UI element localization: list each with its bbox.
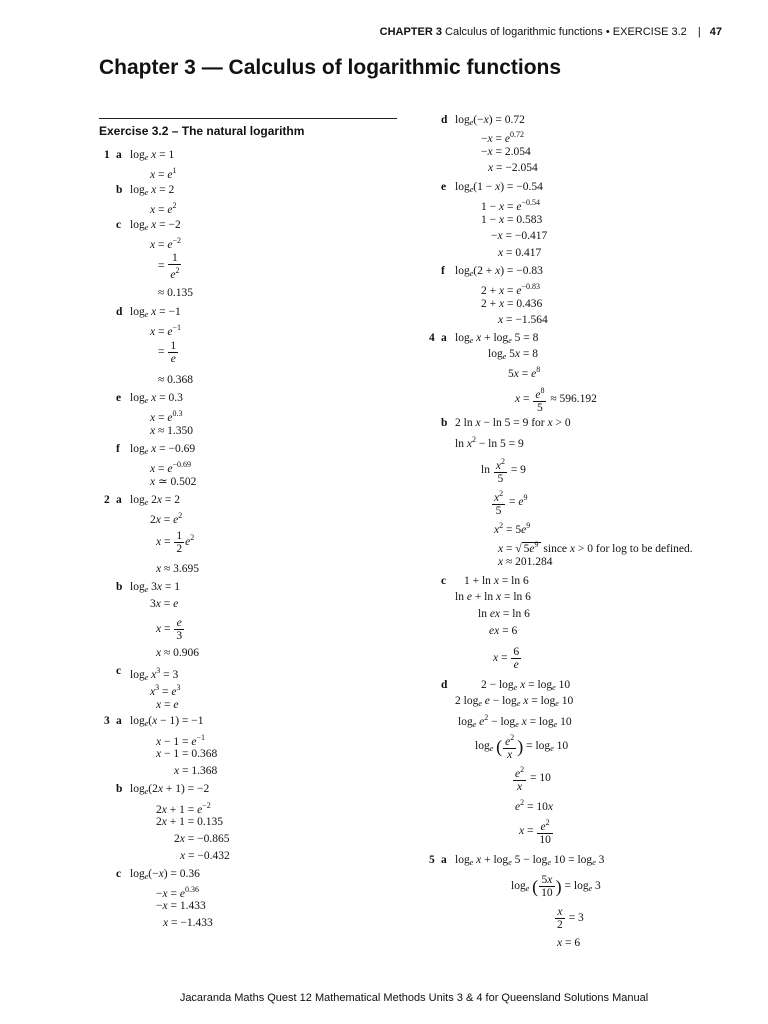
math-line: x ≃ 0.502 — [150, 476, 197, 488]
math-line: x = $\frac{e^8}{5}$ ≈ 596.192 — [515, 386, 597, 414]
part-label: b — [116, 184, 123, 196]
math-line: $\log_e(1 - x) = -0.54$ — [455, 181, 543, 194]
math-line: $2 + x = e^{-0.83}$ — [481, 282, 540, 297]
header-exercise: EXERCISE 3.2 — [612, 26, 687, 38]
part-label: b — [116, 783, 123, 795]
math-line: $\log_e x^3 = 3$ — [130, 666, 179, 682]
part-label: a — [116, 149, 122, 161]
math-line: 1 + ln x = ln 6 — [464, 575, 529, 587]
math-line: x = $\frac{e}{3}$ — [156, 617, 183, 642]
math-line: $\log_e(-x) = 0.36$ — [130, 868, 200, 881]
math-line: x = e — [156, 699, 179, 711]
part-label: f — [116, 443, 120, 455]
math-line: ln ex = ln 6 — [478, 608, 530, 620]
question-number: 4 — [429, 332, 435, 344]
page-footer: Jacaranda Maths Quest 12 Mathematical Methods Units 3 & 4 for Queensland Solutions Manual — [179, 992, 649, 1004]
header-chapter: CHAPTER 3 — [379, 26, 442, 38]
math-line: $2x = e^2$ — [150, 511, 183, 526]
question-number: 1 — [104, 149, 110, 161]
math-line: x ≈ 1.350 — [150, 425, 194, 437]
math-line: 1 − x = 0.583 — [481, 214, 543, 226]
math-line: x = $\frac{e^2}{10}$ — [519, 818, 551, 846]
running-header — [380, 26, 722, 38]
math-line: x = √ $5e^9$ since x > 0 for log to be defined. — [498, 540, 693, 555]
math-line: x − 1 = 0.368 — [156, 748, 218, 760]
math-line: x ≈ 201.284 — [498, 556, 553, 568]
math-line: ≈ 0.368 — [158, 374, 194, 386]
math-line: $x^3 = e^3$ — [150, 683, 181, 698]
math-line: $\log_e x = 1$ — [130, 149, 175, 162]
math-line: $-x = e^{0.36}$ — [156, 885, 199, 900]
header-separator: | — [697, 26, 701, 38]
part-label: a — [116, 494, 122, 506]
math-line: $5x = e^8$ — [508, 365, 541, 380]
page-number: 47 — [709, 26, 722, 38]
part-label: c — [116, 219, 122, 231]
part-label: b — [116, 581, 123, 593]
math-line: $\ln x^2 - \ln 5 = 9$ — [455, 435, 524, 450]
math-line: = $\frac{1}{e^2}$ — [158, 252, 180, 281]
math-line: $x = e^{0.3}$ — [150, 409, 183, 424]
math-line: $\log_e(2x + 1) = -2$ — [130, 783, 210, 796]
math-line: $\log_e 3x = 1$ — [130, 581, 180, 594]
part-label: d — [441, 679, 448, 691]
header-bullet: • — [605, 26, 610, 38]
math-line: $2x + 1 = e^{-2}$ — [156, 801, 211, 816]
math-line: −x = 2.054 — [481, 146, 531, 158]
math-line: x = −0.432 — [180, 850, 230, 862]
math-line: $\log_e x = -1$ — [130, 306, 181, 319]
part-label: c — [441, 575, 447, 587]
part-label: f — [441, 265, 445, 277]
math-line: ln $\frac{x^2}{5}$ = 9 — [481, 457, 526, 485]
math-line: x = 1.368 — [174, 765, 218, 777]
math-line: ≈ 0.135 — [158, 287, 194, 299]
math-line: x ≈ 3.695 — [156, 563, 200, 575]
math-line: 2 $\log_e e - \log_e x = \log_e 10$ — [455, 695, 574, 708]
math-line: $x = e^{-1}$ — [150, 323, 181, 338]
math-line: −x = −0.417 — [491, 230, 548, 242]
question-number: 5 — [429, 854, 435, 866]
math-line: $x^2 = 5e^9$ — [494, 521, 531, 536]
math-line: $\log_e(2 + x) = -0.83$ — [455, 265, 543, 278]
math-line: −x = 1.433 — [156, 900, 206, 912]
math-line: $-x = e^{0.72}$ — [481, 130, 524, 145]
math-line: $\log_e(-x) = 0.72$ — [455, 114, 525, 127]
math-line: $x = e^1$ — [150, 166, 177, 181]
math-line: ln e + ln x = ln 6 — [455, 591, 531, 603]
part-label: d — [116, 306, 123, 318]
math-line: $\log_e 5x = 8$ — [488, 348, 538, 361]
header-title: Calculus of logarithmic functions — [445, 26, 603, 38]
math-line: = $\frac{1}{e}$ — [158, 340, 177, 365]
math-line: x = −1.564 — [498, 314, 548, 326]
math-line: $\log_e$ ( $\frac{e^2}{x}$ ) = $\log_e 10$ — [475, 733, 569, 761]
math-line: 2 + x = 0.436 — [481, 298, 543, 310]
math-line: x = $\frac{6}{e}$ — [493, 646, 520, 671]
math-line: x = −2.054 — [488, 162, 538, 174]
math-line: 2x = −0.865 — [174, 833, 230, 845]
math-line: $1 - x = e^{-0.54}$ — [481, 198, 540, 213]
math-line: $x = e^{-0.69}$ — [150, 460, 191, 475]
exercise-title: Exercise 3.2 – The natural logarithm — [99, 124, 305, 138]
math-line: 2x + 1 = 0.135 — [156, 816, 223, 828]
math-line: ex = 6 — [489, 625, 518, 637]
part-label: a — [116, 715, 122, 727]
math-line: x = $\frac{1}{2}$ $e^2$ — [156, 530, 195, 555]
math-line: x = 6 — [557, 937, 581, 949]
part-label: a — [441, 332, 447, 344]
math-line: $x = e^2$ — [150, 201, 177, 216]
math-line: $\log_e x = -0.69$ — [130, 443, 196, 456]
math-line: $\log_e e^2 - \log_e x = \log_e 10$ — [458, 713, 572, 729]
part-label: b — [441, 417, 448, 429]
math-line: $\log_e x = 2$ — [130, 184, 175, 197]
math-line: $x = e^{-2}$ — [150, 236, 181, 251]
math-line: $\log_e(x - 1) = -1$ — [130, 715, 204, 728]
math-line: $\log_e x = -2$ — [130, 219, 181, 232]
math-line: $\log_e x + \log_e 5 - \log_e 10 = \log_e 3$ — [455, 854, 605, 867]
math-line: $\frac{e^2}{x}$ = 10 — [515, 765, 551, 793]
math-line: x = 0.417 — [498, 247, 542, 259]
part-label: d — [441, 114, 448, 126]
math-line: $\frac{x^2}{5}$ = $e^9$ — [494, 489, 528, 517]
question-number: 2 — [104, 494, 110, 506]
question-number: 3 — [104, 715, 110, 727]
math-line: $x - 1 = e^{-1}$ — [156, 733, 205, 748]
math-line: 3x = e — [150, 598, 179, 610]
math-line: x ≈ 0.906 — [156, 647, 200, 659]
math-line: $2 - \log_e x = \log_e 10$ — [481, 679, 571, 692]
chapter-title: Chapter 3 — Calculus of logarithmic functions — [99, 56, 562, 79]
math-line: $\log_e 2x = 2$ — [130, 494, 180, 507]
part-label: e — [116, 392, 122, 404]
part-label: a — [441, 854, 447, 866]
math-line: $\log_e$ ( $\frac{5x}{10}$ ) = $\log_e 3$ — [511, 874, 601, 899]
section-rule — [99, 118, 397, 119]
part-label: e — [441, 181, 447, 193]
math-line: x = −1.433 — [163, 917, 213, 929]
math-line: $e^2 = 10x$ — [515, 798, 553, 813]
math-line: 2 ln x − ln 5 = 9 for x > 0 — [455, 417, 571, 429]
part-label: c — [116, 868, 122, 880]
part-label: c — [116, 665, 122, 677]
math-line: $\log_e x = 0.3$ — [130, 392, 183, 405]
math-line: $\frac{x}{2}$ = 3 — [557, 906, 584, 931]
math-line: $\log_e x + \log_e 5 = 8$ — [455, 332, 539, 345]
